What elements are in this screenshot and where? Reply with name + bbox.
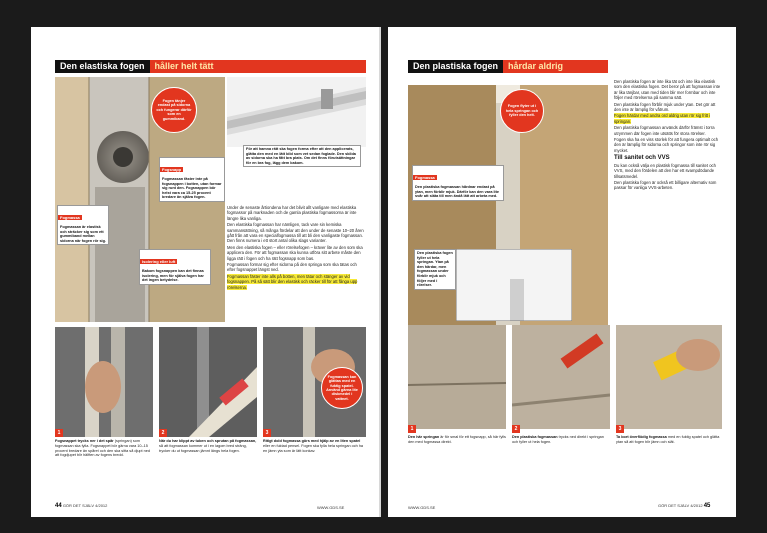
inset-caption-box bbox=[243, 145, 361, 167]
header-title: Den elastiska fogen bbox=[55, 60, 150, 73]
highlighted-text: Fogen härdar med andra ord aldrig utan rör sig fritt i springan. bbox=[614, 113, 711, 124]
label-title: Fogmassa bbox=[60, 215, 80, 220]
step-caption: Den här springan är för smal för ett fogsnapp, så här fylls den med fogmassa direkt. bbox=[408, 435, 506, 444]
label-isolering bbox=[139, 249, 211, 285]
magazine-name: GÖR DET SJÄLV bbox=[62, 503, 95, 508]
body-paragraph: Under de senaste årtiondena har det blivit allt vanligare med elastiska fogmassor på marknaden och de gamla plastiska fogmassorna är inte längre lika vanliga. bbox=[227, 205, 357, 221]
body-paragraph: Den plastiska fogen är också ett billigare alternativ som passar för vanliga VVS-arbeten. bbox=[614, 179, 717, 191]
step-number: 2 bbox=[159, 429, 167, 437]
label-fogmassa bbox=[57, 205, 109, 245]
body-paragraph: Men den elastiska fogen – eller rörelsefogen – kräver lite av den som ska applicera den. För att fogmassan ska kunna utföra sitt arbete måste den ligga rätt i fogen och ha rätt fogsnapp som bas. bbox=[227, 244, 363, 261]
step-caption: Ritigt dold fogmassa görs med hjälp av en liten spatel eller en fuktad pensel. Fogen ska fylla hela springan och ha en jämn yta som är lätt konkav. bbox=[263, 439, 364, 453]
step-number: 3 bbox=[616, 425, 624, 433]
body-text-column bbox=[614, 79, 722, 327]
body-paragraph: Den plastiska fogmassan används därför främst i torra utrymmen där fogen inte utsätts för stora rörelser. bbox=[614, 125, 715, 136]
label-text: Fogmassan fäster inte på fogsnappen i botten, utan formar sig runt den. Fogsnappen bör helst vara ca 15-25 procent bredare än själva fogen. bbox=[162, 177, 222, 200]
page-left bbox=[31, 27, 379, 517]
step-caption: När du har klippt av tuben och sprutan på fogmassan, så att fogmassan kommer ut i en lagom bred sträng, trycker du ut fogmassan jämnt längs hela fogen. bbox=[159, 439, 257, 453]
body-text-column bbox=[227, 205, 366, 325]
step-photo-2 bbox=[159, 327, 257, 437]
step3-bubble: Fogmassan kan glättas med en fuktig spatel. Använd gärna lite diskmedel i vattnet. bbox=[321, 367, 363, 409]
page-footer bbox=[55, 503, 107, 509]
step-number: 1 bbox=[408, 425, 416, 433]
header-subtitle: hårdar aldrig bbox=[508, 61, 564, 71]
joint-profile-inset-photo bbox=[456, 249, 572, 321]
label-text: Bakom fogsnappen kan det finnas isolering, men för själva fogen har det ingen betydelse. bbox=[142, 269, 204, 283]
label-title: Fogmassa bbox=[415, 175, 435, 180]
issue-number: 4/2012 bbox=[95, 503, 108, 508]
body-paragraph: Du kan också välja en plastisk fogmassa till sanitet och VVS, med den fördelen att den har ett svampdödande tillsatsmedel. bbox=[614, 162, 716, 179]
step-caption: Den plastiska fogmassan trycks ned direkt i springan och fyller ut hela fogen. bbox=[512, 435, 604, 444]
label-text: Den plastiska fogmassan hårdnar endast på ytan, men förblir mjuk. Därför kan den vara lite svår att släta till men ändå lätt att arbeta med. bbox=[415, 185, 499, 199]
body-paragraph: Den plastiska fogen förblir mjuk under ytan. Det gör att den inte är lämplig för våtrum. bbox=[614, 101, 716, 113]
step-number: 2 bbox=[512, 425, 520, 433]
body-paragraph: Fogmassan formar sig efter sidorna på den springa som ska tätas och efter fogsnappet längst ned. bbox=[227, 262, 357, 273]
label-fogmassa bbox=[412, 165, 504, 201]
page-gutter bbox=[379, 27, 381, 517]
step-caption: Fogsnappet trycks ner i det spår (springan) som fogmassan ska fylla. Fogsnappet bör gärna vara 10–15 procent bredare än spåret och den ska sitta så djupt ned att fogdjupet blir hälften av fogens bredd. bbox=[55, 439, 150, 458]
website: WWW.GDS.SE bbox=[408, 505, 436, 510]
inset-caption-box bbox=[414, 249, 456, 290]
label-fogsnapp bbox=[159, 157, 225, 202]
section-header bbox=[55, 60, 366, 73]
page-number: 44 bbox=[55, 503, 62, 509]
section-header bbox=[408, 60, 608, 73]
highlighted-text: Fogmassan fäster inte alls på botten, men tätar och stänger av vid fogsnappen. På så sätt blir den elastisk och räcker till för att fånga upp rörelserna. bbox=[227, 273, 358, 290]
body-paragraph: Fogen ska ha en viss storlek för att fungera optimalt och den är lämplig för sidorna och springor som inte rör sig mycket. bbox=[614, 137, 719, 153]
step-photo-1 bbox=[55, 327, 153, 437]
info-bubble: Fogen flyter ut i hela springan och fyller den helt. bbox=[500, 89, 544, 133]
page-footer bbox=[658, 503, 710, 509]
step-number: 3 bbox=[263, 429, 271, 437]
header-title: Den plastiska fogen bbox=[408, 60, 503, 73]
step-number: 1 bbox=[55, 429, 63, 437]
label-title: Isolering eller luft bbox=[142, 259, 176, 264]
step-photo-1 bbox=[408, 325, 506, 429]
issue-number: 4/2012 bbox=[690, 503, 703, 508]
page-number: 45 bbox=[703, 503, 711, 509]
header-subtitle: håller helt tätt bbox=[154, 61, 214, 71]
info-bubble: Fogen tänjer endast på sidorna och fungerar därför som en gummiband. bbox=[151, 87, 197, 133]
joint-profile-inset-photo bbox=[227, 77, 366, 147]
step-photo-3 bbox=[616, 325, 722, 429]
step-photo-2 bbox=[512, 325, 610, 429]
inset-caption: Den plastiska fogen fyller ut hela springan. Ytan på den härdar, men fogmassan under förblir mjuk och följer med i rörelser. bbox=[417, 251, 453, 288]
subheading: Till sanitet och VVS bbox=[614, 155, 670, 162]
label-text: Fogmassan är elastisk och sträcker sig som ett gummiband mellan sidorna när fogen rör sig. bbox=[60, 225, 106, 243]
step-caption: Ta bort överflödig fogmassa med en fuktig spatel och glätta ytan så att fogen blir jämn och slät. bbox=[616, 435, 720, 444]
body-paragraph: Den plastiska fogen är inte lika tät och inte lika elastisk som den elastiska fogen. Det beror på att fogmassan inte är lika tänjbar, utan med tiden blir mer formbar och inte följer med rörelserna på samma sätt. bbox=[614, 79, 721, 101]
magazine-name: GÖR DET SJÄLV bbox=[658, 503, 690, 508]
label-title: Fogsnapp bbox=[162, 167, 182, 172]
page-right bbox=[388, 27, 736, 517]
body-paragraph: Den elastiska fogmassan har nämligen, tack vare sin kemiska sammansättning, så många fördelar att den under de senaste 10–20 åren gått från att vara en specialfogmassa till att bli den vanligaste fogmassan. Den finns numera i ett stort antal olika slags varianter. bbox=[227, 222, 364, 244]
inset-caption: För att hamna rätt ska fogen forma efter att den applicerats, glätta den med en lätt bild som vet sedan foglade. Den skilda av sidorna ska ha fått bra plats. Om det finns förutsättningar för en bra fog, lägg dem bakom. bbox=[246, 147, 356, 165]
website: WWW.GDS.SE bbox=[317, 505, 345, 510]
